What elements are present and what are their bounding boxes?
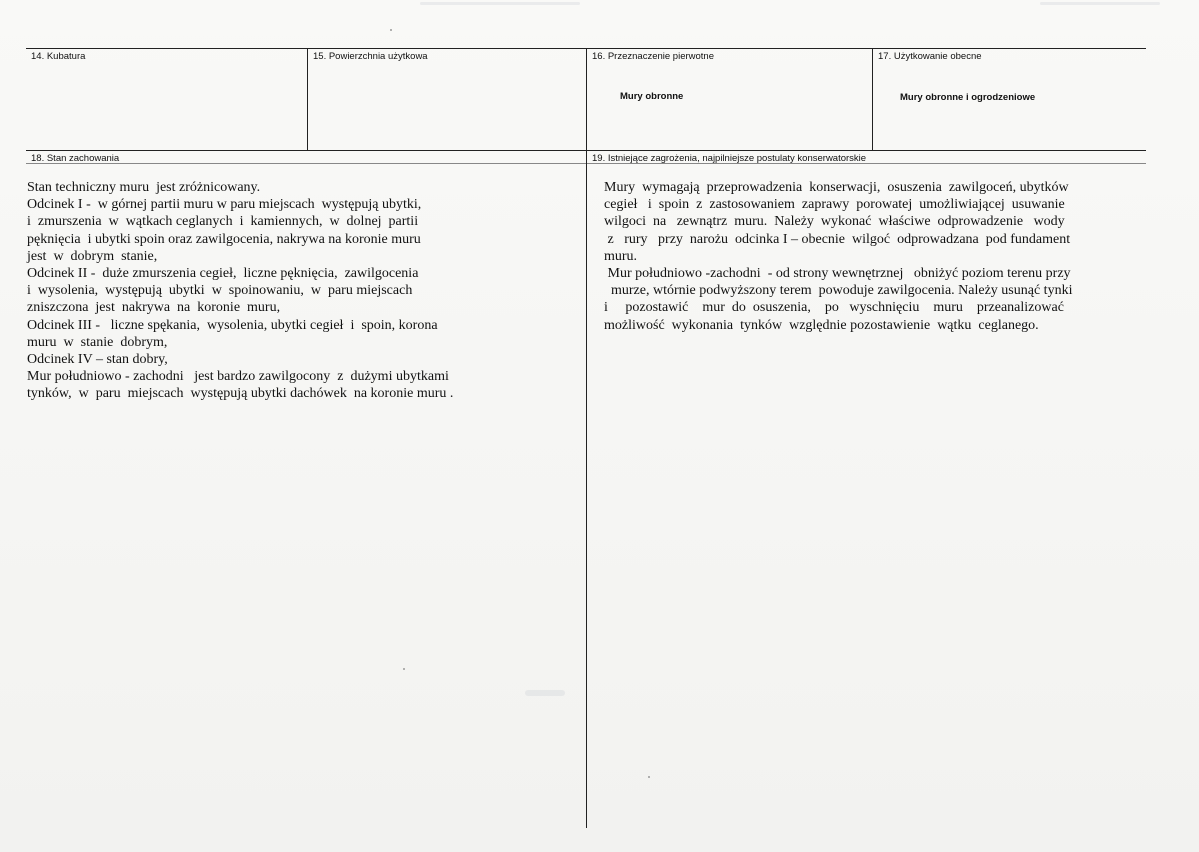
field-15-powierzchnia-label: 15. Powierzchnia użytkowa [313,51,428,62]
zagrozenia-line: murze, wtórnie podwyższony terem powoduje zawilgocenia. Należy usunąć tynki [604,283,1073,299]
stan-zachowania-line: zniszczona jest nakrywa na koronie muru, [27,300,281,316]
scan-speck [648,776,650,778]
field-14-kubatura-label: 14. Kubatura [31,51,86,62]
stan-zachowania-line: Stan techniczny muru jest zróżnicowany. [27,180,261,195]
field-16-przeznaczenie-label: 16. Przeznaczenie pierwotne [592,51,714,62]
form-column-divider [307,48,308,151]
stan-zachowania-line: muru w stanie dobrym, [27,334,168,350]
stan-zachowania-line: i zmurszenia w wątkach ceglanych i kamiennych, w dolnej partii [27,214,419,230]
field-18-stan-zachowania-label: 18. Stan zachowania [31,153,120,164]
stan-zachowania-line: jest w dobrym stanie, [27,248,158,264]
field-16-przeznaczenie-value: Mury obronne [620,91,684,102]
zagrozenia-line: Mur południowo -zachodni - od strony wewnętrznej obniżyć poziom terenu przy [604,266,1071,282]
scan-speck [403,668,405,670]
zagrozenia-line: Mury wymagają przeprowadzenia konserwacji, osuszenia zawilgoceń, ubytków [604,180,1069,195]
field-18-stan-zachowania-text [27,179,453,403]
form-column-divider [586,48,587,828]
stan-zachowania-line: Mur południowo - zachodni jest bardzo zawilgocony z dużymi ubytkami [27,369,449,385]
stan-zachowania-line: Odcinek III - liczne spękania, wysolenia, ubytki cegieł i spoin, korona [27,317,438,333]
field-19-zagrozenia-text [604,179,1072,334]
zagrozenia-line: możliwość wykonania tynków względnie pozostawienie wątku ceglanego. [604,317,1039,333]
field-17-uzytkowanie-value: Mury obronne i ogrodzeniowe [900,92,1036,103]
zagrozenia-line: z rury przy narożu odcinka I – obecnie wilgoć odprowadzana pod fundament [604,231,1071,247]
field-19-zagrozenia-label: 19. Istniejące zagrożenia, najpilniejsze postulaty konserwatorskie [592,153,867,164]
scan-smudge [420,2,580,5]
form-column-divider [872,48,873,151]
stan-zachowania-line: i wysolenia, występują ubytki w spoinowaniu, w paru miejscach [27,283,413,299]
stan-zachowania-line: Odcinek I - w górnej partii muru w paru miejscach występują ubytki, [27,197,422,213]
zagrozenia-line: muru. [604,248,638,264]
stan-zachowania-line: tynków, w paru miejscach występują ubytki dachówek na koronie muru . [27,386,454,402]
stan-zachowania-line: Odcinek II - duże zmurszenia cegieł, liczne pęknięcia, zawilgocenia [27,266,419,282]
zagrozenia-line: cegieł i spoin z zastosowaniem zaprawy porowatej umożliwiającej usuwanie [604,197,1065,213]
scan-speck [390,29,392,31]
scan-smudge [1040,2,1160,5]
field-17-uzytkowanie-label: 17. Użytkowanie obecne [878,51,982,62]
stan-zachowania-line: pęknięcia i ubytki spoin oraz zawilgocenia, nakrywa na koronie muru [27,231,421,247]
zagrozenia-line: wilgoci na zewnątrz muru. Należy wykonać właściwe odprowadzenie wody [604,214,1065,230]
scan-smudge [525,690,565,696]
stan-zachowania-line: Odcinek IV – stan dobry, [27,352,168,368]
zagrozenia-line: i pozostawić mur do osuszenia, po wyschnięciu muru przeanalizować [604,300,1064,316]
